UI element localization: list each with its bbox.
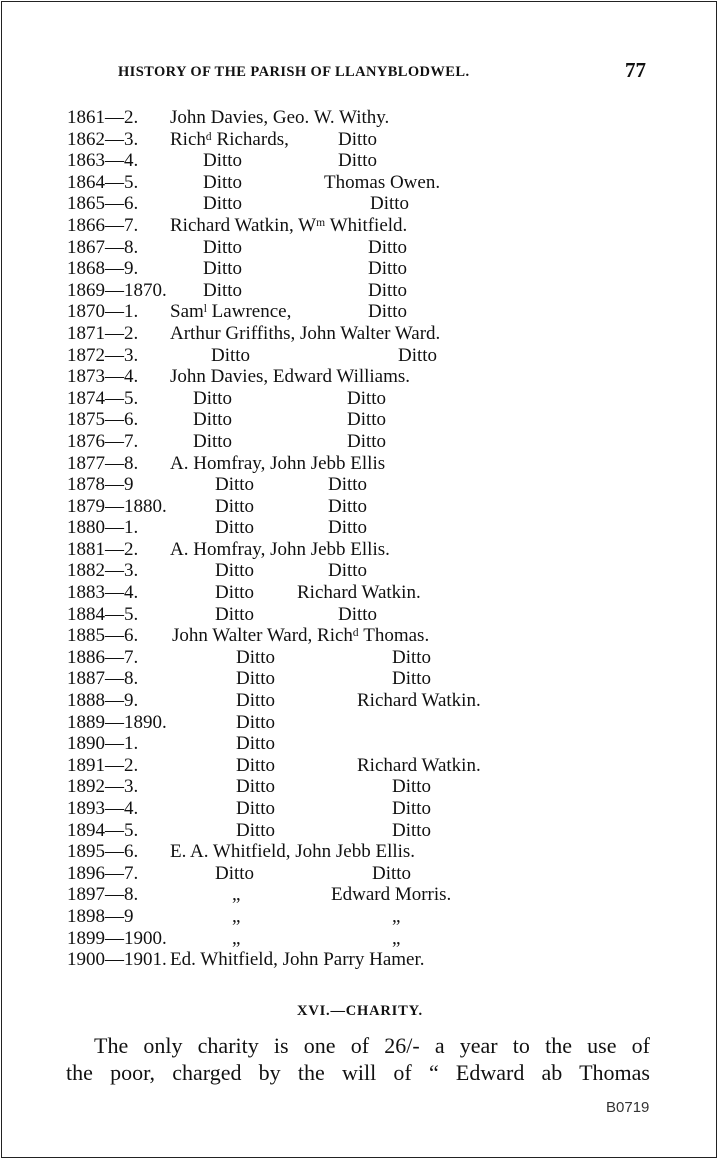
paragraph-line-1: The only charity is one of 26/- a year to the use of xyxy=(94,1033,650,1058)
entry-row xyxy=(0,258,720,280)
entry-year: 1898—9 xyxy=(67,905,134,927)
entry-warden-1: Ditto xyxy=(203,150,243,172)
entry-year: 1887—8. xyxy=(67,668,139,690)
entry-row xyxy=(0,345,720,367)
entry-row xyxy=(0,323,720,345)
entry-year: 1880—1. xyxy=(67,517,139,539)
entry-warden-1: Ditto xyxy=(215,582,255,604)
entry-row xyxy=(0,150,720,172)
entry-warden-2: Ditto xyxy=(368,236,408,258)
entry-year: 1897—8. xyxy=(67,884,139,906)
entry-year: 1871—2. xyxy=(67,322,139,344)
header-title: HISTORY OF THE PARISH OF LLANYBLODWEL. xyxy=(118,64,470,80)
section-heading: XVI.—CHARITY. xyxy=(297,1003,423,1019)
entry-row xyxy=(0,820,720,842)
entry-warden-1: Ditto xyxy=(193,430,233,452)
entry-warden-1: Ditto xyxy=(193,409,233,431)
entry-warden-1: John Walter Ward, Richᵈ Thomas. xyxy=(172,625,430,647)
entry-year: 1889—1890. xyxy=(67,711,167,733)
entry-warden-2: „ xyxy=(392,905,401,927)
entry-warden-2: Ditto xyxy=(370,193,410,215)
entry-warden-2: Ditto xyxy=(347,387,387,409)
entry-year: 1878—9 xyxy=(67,474,134,496)
entry-row xyxy=(0,625,720,647)
entry-warden-2: Ditto xyxy=(368,301,408,323)
entry-warden-2: Ditto xyxy=(392,646,432,668)
entry-year: 1863—4. xyxy=(67,150,139,172)
entry-year: 1875—6. xyxy=(67,409,139,431)
entry-warden-1: Arthur Griffiths, John Walter Ward. xyxy=(170,322,441,344)
entry-year: 1894—5. xyxy=(67,819,139,841)
entry-year: 1864—5. xyxy=(67,171,139,193)
entry-year: 1886—7. xyxy=(67,646,139,668)
entry-warden-1: Richard Watkin, Wᵐ Whitfield. xyxy=(170,214,408,236)
entry-row xyxy=(0,539,720,561)
entry-row xyxy=(0,496,720,518)
entry-year: 1870—1. xyxy=(67,301,139,323)
entry-warden-2: Ditto xyxy=(328,517,368,539)
entry-warden-1: Ditto xyxy=(203,236,243,258)
entry-warden-1: Ditto xyxy=(236,798,276,819)
entry-warden-1: Ditto xyxy=(215,474,255,496)
entry-year: 1861—2. xyxy=(67,107,139,128)
entry-warden-1: „ xyxy=(232,884,241,906)
entry-row xyxy=(0,755,720,777)
entry-year: 1892—3. xyxy=(67,776,139,798)
entry-warden-2: Ditto xyxy=(328,495,368,517)
entry-row xyxy=(0,280,720,302)
entry-warden-2: Ditto xyxy=(328,560,368,582)
entry-warden-1: „ xyxy=(232,905,241,927)
entry-year: 1900—1901. xyxy=(67,949,167,971)
entry-warden-2: Ditto xyxy=(398,344,438,366)
entry-warden-1: John Davies, Geo. W. Withy. xyxy=(170,107,390,128)
entry-row xyxy=(0,690,720,712)
entry-row xyxy=(0,388,720,410)
entry-row xyxy=(0,409,720,431)
charity-paragraph xyxy=(66,1032,650,1086)
entry-warden-2: Ditto xyxy=(338,150,378,172)
entry-row xyxy=(0,215,720,237)
entry-year: 1896—7. xyxy=(67,862,139,884)
entry-warden-1: Ditto xyxy=(236,776,276,798)
entry-warden-1: Ditto xyxy=(236,754,276,776)
entry-warden-1: Ditto xyxy=(215,495,255,517)
entry-warden-2: Ditto xyxy=(392,798,432,819)
entry-year: 1866—7. xyxy=(67,214,139,236)
paragraph-line-2: the poor, charged by the will of “ Edward ab Thomas xyxy=(66,1060,650,1085)
entry-warden-1: Ditto xyxy=(203,258,243,280)
entry-row xyxy=(0,647,720,669)
entry-year: 1895—6. xyxy=(67,841,139,863)
entry-warden-1: Ditto xyxy=(203,193,243,215)
entry-warden-2: Richard Watkin. xyxy=(297,582,421,604)
entry-warden-1: Ditto xyxy=(236,668,276,690)
page-number: 77 xyxy=(625,58,646,82)
entry-warden-1: Ditto xyxy=(236,690,276,712)
entry-year: 1872—3. xyxy=(67,344,139,366)
entry-warden-2: Ditto xyxy=(372,862,412,884)
entry-warden-2: Thomas Owen. xyxy=(324,171,441,193)
entry-warden-2: Ditto xyxy=(347,409,387,431)
entry-warden-1: „ xyxy=(232,927,241,949)
entry-warden-1: Ditto xyxy=(193,387,233,409)
entry-warden-1: Samˡ Lawrence, xyxy=(170,301,292,323)
entry-warden-1: Ditto xyxy=(236,819,276,841)
entry-year: 1865—6. xyxy=(67,193,139,215)
entry-year: 1868—9. xyxy=(67,258,139,280)
entry-row xyxy=(0,453,720,475)
entry-row xyxy=(0,582,720,604)
entry-year: 1882—3. xyxy=(67,560,139,582)
entry-warden-1: John Davies, Edward Williams. xyxy=(170,366,411,388)
entry-warden-1: Ditto xyxy=(236,733,276,755)
entry-year: 1876—7. xyxy=(67,430,139,452)
entry-year: 1885—6. xyxy=(67,625,139,647)
entry-warden-1: A. Homfray, John Jebb Ellis xyxy=(170,452,386,474)
entry-warden-1: Ed. Whitfield, John Parry Hamer. xyxy=(170,949,425,971)
entry-year: 1883—4. xyxy=(67,582,139,604)
entry-row xyxy=(0,237,720,259)
entry-warden-1: Ditto xyxy=(203,279,243,301)
entry-warden-1: Ditto xyxy=(215,862,255,884)
entry-year: 1884—5. xyxy=(67,603,139,625)
entry-warden-1: Ditto xyxy=(211,344,251,366)
entry-row xyxy=(0,366,720,388)
entry-row xyxy=(0,668,720,690)
entry-warden-2: Ditto xyxy=(368,279,408,301)
entry-year: 1899—1900. xyxy=(67,927,167,949)
entry-warden-1: Ditto xyxy=(215,517,255,539)
entry-warden-2: „ xyxy=(392,927,401,949)
entry-warden-1: Ditto xyxy=(215,560,255,582)
entry-year: 1881—2. xyxy=(67,538,139,560)
entry-warden-1: Ditto xyxy=(236,711,276,733)
entry-row xyxy=(0,107,720,129)
entry-year: 1874—5. xyxy=(67,387,139,409)
entry-row xyxy=(0,129,720,151)
entry-row xyxy=(0,172,720,194)
entry-warden-1: Ditto xyxy=(236,646,276,668)
entry-warden-2: Richard Watkin. xyxy=(357,690,481,712)
entry-year: 1888—9. xyxy=(67,690,139,712)
entry-year: 1867—8. xyxy=(67,236,139,258)
entry-row xyxy=(0,906,720,928)
entry-warden-2: Ditto xyxy=(392,819,432,841)
entry-warden-1: E. A. Whitfield, John Jebb Ellis. xyxy=(170,841,416,863)
entry-warden-2: Ditto xyxy=(392,776,432,798)
entry-row xyxy=(0,776,720,798)
entry-warden-2: Ditto xyxy=(347,430,387,452)
entry-year: 1893—4. xyxy=(67,798,139,819)
entry-year: 1869—1870. xyxy=(67,279,167,301)
entry-row xyxy=(0,798,720,820)
entry-warden-2: Ditto xyxy=(368,258,408,280)
entry-row xyxy=(0,431,720,453)
entry-row xyxy=(0,712,720,734)
entry-row xyxy=(0,193,720,215)
entry-row xyxy=(0,301,720,323)
entry-row xyxy=(0,949,720,971)
entry-year: 1879—1880. xyxy=(67,495,167,517)
entry-warden-2: Ditto xyxy=(338,603,378,625)
entry-year: 1890—1. xyxy=(67,733,139,755)
entry-row xyxy=(0,474,720,496)
entry-year: 1891—2. xyxy=(67,754,139,776)
entry-warden-2: Ditto xyxy=(328,474,368,496)
entry-warden-2: Ditto xyxy=(338,128,378,150)
entry-row xyxy=(0,517,720,539)
entry-row xyxy=(0,863,720,885)
entry-warden-1: Ditto xyxy=(215,603,255,625)
entry-year: 1877—8. xyxy=(67,452,139,474)
entry-row xyxy=(0,841,720,863)
entry-row xyxy=(0,604,720,626)
entry-warden-1: Ditto xyxy=(203,171,243,193)
entry-warden-1: A. Homfray, John Jebb Ellis. xyxy=(170,538,390,560)
churchwardens-list xyxy=(0,107,720,971)
entry-warden-2: Richard Watkin. xyxy=(357,754,481,776)
document-id: B0719 xyxy=(606,1099,650,1116)
entry-warden-2: Ditto xyxy=(392,668,432,690)
entry-row xyxy=(0,884,720,906)
entry-year: 1862—3. xyxy=(67,128,139,150)
entry-warden-2: Edward Morris. xyxy=(331,884,452,906)
entry-row xyxy=(0,560,720,582)
entry-year: 1873—4. xyxy=(67,366,139,388)
entry-row xyxy=(0,733,720,755)
entry-row xyxy=(0,928,720,950)
entry-warden-1: Richᵈ Richards, xyxy=(170,128,289,150)
running-header xyxy=(118,58,648,84)
